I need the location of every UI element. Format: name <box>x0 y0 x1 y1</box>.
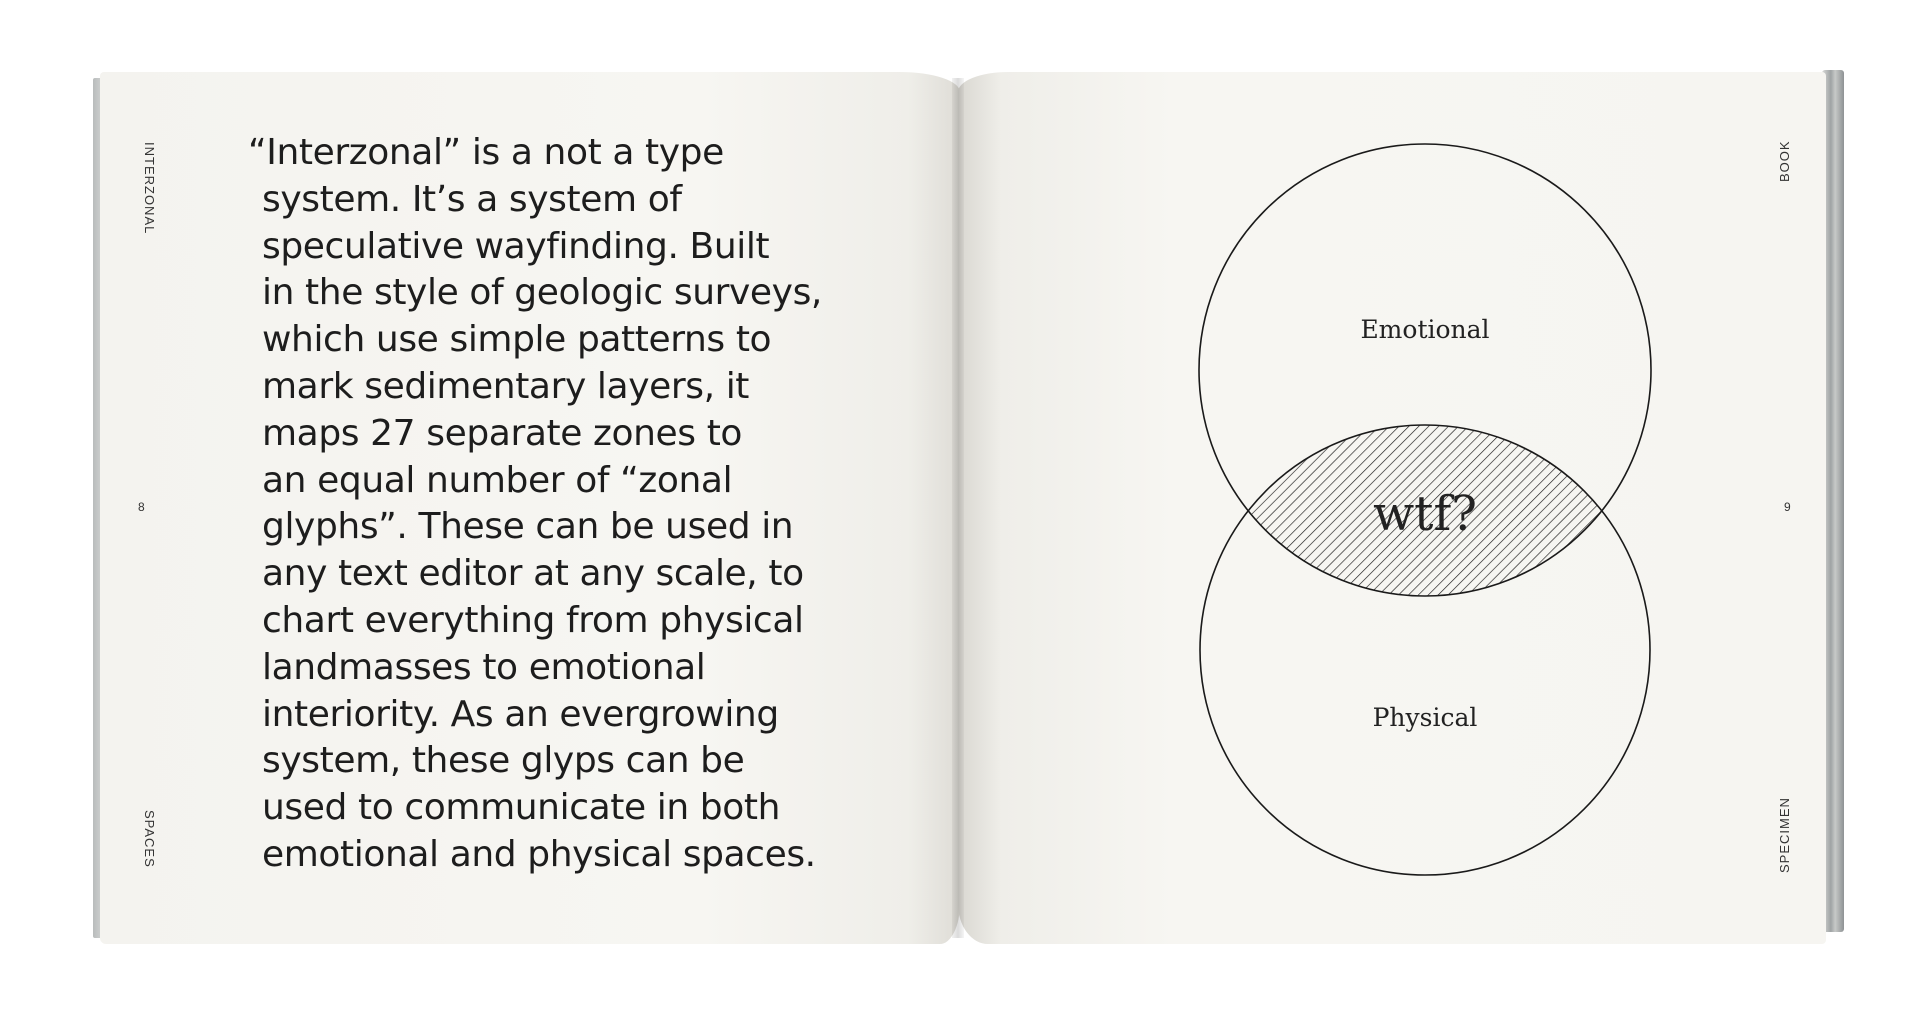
right-page-number: 9 <box>1784 500 1791 514</box>
overlap-label: wtf? <box>1373 486 1477 542</box>
left-running-head-top: INTERZONAL <box>142 142 157 235</box>
left-page-number: 8 <box>138 500 145 514</box>
venn-diagram <box>1180 130 1660 890</box>
paragraph-line: an equal number of “zonal <box>262 459 733 501</box>
left-running-head-bottom: SPACES <box>142 810 157 868</box>
paragraph-line: used to communicate in both <box>262 787 781 829</box>
paragraph-line: landmasses to emotional <box>262 646 706 688</box>
paragraph-line: speculative wayfinding. Built <box>262 225 770 267</box>
paragraph-line: which use simple patterns to <box>262 319 772 361</box>
paragraph-line: “Interzonal” is a not a type <box>248 132 724 173</box>
right-running-head-top: BOOK <box>1777 140 1792 182</box>
paragraph-line: any text editor at any scale, to <box>262 553 804 595</box>
right-running-head-bottom: SPECIMEN <box>1777 797 1792 873</box>
emotional-label: Emotional <box>1360 315 1490 344</box>
paragraph-line: in the style of geologic surveys, <box>262 272 822 314</box>
paragraph-line: maps 27 separate zones to <box>262 412 743 454</box>
paragraph-line: chart everything from physical <box>262 599 804 641</box>
paragraph-line: glyphs”. These can be used in <box>262 506 794 548</box>
paragraph-line: emotional and physical spaces. <box>262 833 816 875</box>
paragraph-line: system. It’s a system of <box>262 178 682 220</box>
left-page-paragraph <box>248 130 882 879</box>
paragraph-line: mark sedimentary layers, it <box>262 365 750 407</box>
paragraph-line: interiority. As an evergrowing <box>262 693 779 735</box>
book-gutter <box>952 78 964 938</box>
physical-label: Physical <box>1372 703 1478 732</box>
paragraph-line: system, these glyps can be <box>262 740 745 782</box>
